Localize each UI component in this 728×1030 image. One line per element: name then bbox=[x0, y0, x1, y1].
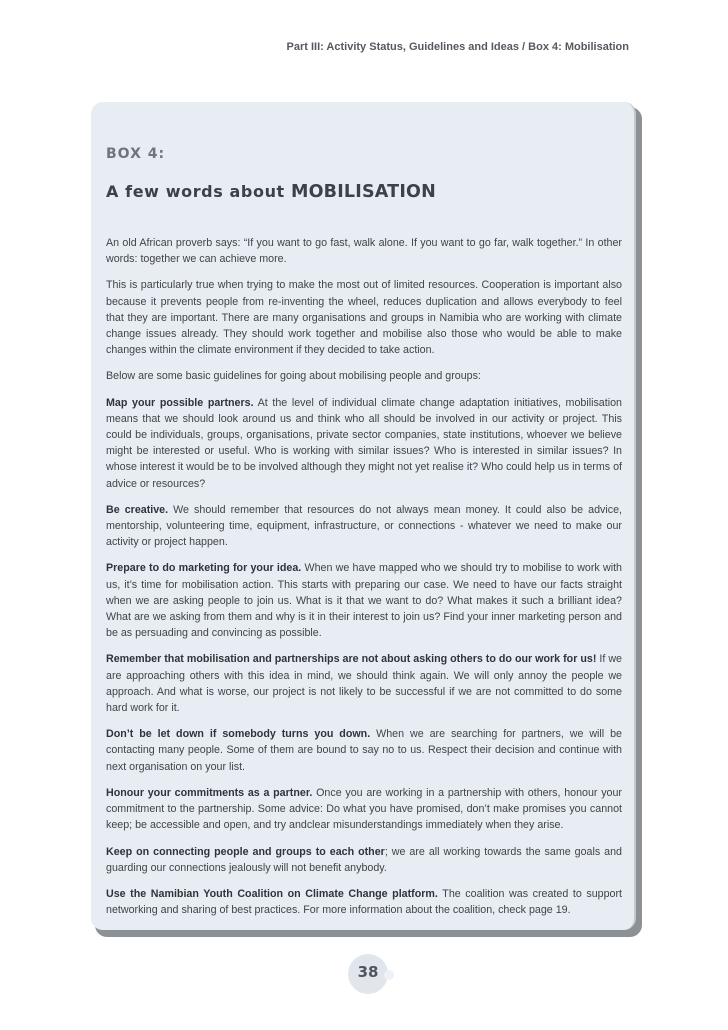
guideline-marketing bbox=[106, 560, 622, 641]
guideline-heading: Be creative. bbox=[106, 503, 169, 516]
box-title bbox=[106, 182, 622, 206]
box-title-strong: MOBILISATION bbox=[290, 182, 436, 202]
guideline-text: At the level of individual climate change adaptation initiatives, mobilisation means that we should look around us and think who all should be involved in our activity or project. This could be individuals, groups, organisations, private sector companies, state institutions, whoever we believe might be interested or useful. Who is working with similar issues? Who is interested in similar issues? In whose interest it would be to be involved although they might not yet realise it? Who could help us in terms of advice or resources? bbox=[106, 396, 622, 490]
guideline-text: We should remember that resources do not always mean money. It could also be advice, mentorship, volunteering time, equipment, infrastructure, or connections - whatever we need to make our activity or project happen. bbox=[106, 503, 622, 549]
box-4-panel bbox=[91, 102, 636, 930]
box-content bbox=[106, 235, 622, 918]
guideline-heading: Keep on connecting people and groups to each other bbox=[106, 845, 385, 858]
page-number: 38 bbox=[357, 963, 379, 981]
paragraph-text: Below are some basic guidelines for going about mobilising people and groups: bbox=[106, 370, 481, 383]
running-header: Part III: Activity Status, Guidelines and Ideas / Box 4: Mobilisation bbox=[286, 41, 629, 53]
guideline-turned-down bbox=[106, 726, 622, 775]
guideline-text: If we are approaching others with this idea in mind, we should think again. We will only annoy the people we approach. And what is worse, our project is not likely to be successful if we are not committed to do some hard work for it. bbox=[106, 653, 622, 715]
box-title-lead: A few words about bbox=[106, 182, 285, 201]
guideline-be-creative bbox=[106, 502, 622, 551]
guideline-text: Once you are working in a partnership with others, honour your commitment to the partnership. Some advice: Do what you have promised, don’t make promises you cannot keep; be accessible and open, and try andclear misunderstandings immediately when they arise. bbox=[106, 786, 622, 832]
guideline-heading: Don’t be let down if somebody turns you down. bbox=[106, 728, 371, 741]
guideline-heading: Use the Namibian Youth Coalition on Climate Change platform. bbox=[106, 887, 438, 900]
guideline-text: When we have mapped who we should try to mobilise to work with us, it’s time for mobilisation action. This starts with preparing our case. We need to have our facts straight when we are asking people to join us. What is it that we want to do? What makes it such a brilliant idea? What are we asking from them and why is it in their interest to join us? Find your inner marketing person and be as persuading and convincing as possible. bbox=[106, 562, 623, 640]
paragraph-guidelines-intro bbox=[106, 368, 622, 384]
guideline-text: ; we are all working towards the same goals and guarding our connections jealously will not benefit anybody. bbox=[106, 845, 622, 874]
box-label: BOX 4: bbox=[106, 146, 166, 162]
guideline-heading: Honour your commitments as a partner. bbox=[106, 786, 313, 799]
guideline-heading: Prepare to do marketing for your idea. bbox=[106, 562, 302, 575]
guideline-connecting bbox=[106, 844, 622, 876]
guideline-heading: Map your possible partners. bbox=[106, 396, 254, 409]
guideline-commitments bbox=[106, 785, 622, 834]
paragraph-text: This is particularly true when trying to make the most out of limited resources. Cooperation is important also because it prevents people from re-inventing the wheel, reduces duplication and allows everybody to feel that they are important. There are many organisations and groups in Namibia who are working with climate change issues already. They should work together and mobilise also those who would be able to make changes within the climate environment if they decided to take action. bbox=[106, 279, 622, 357]
guideline-text: The coalition was created to support networking and sharing of best practices. For more information about the coalition, check page 19. bbox=[106, 887, 622, 917]
guideline-text: When we are searching for partners, we will be contacting many people. Some of them are bound to say no to us. Respect their decision and continue with next organisation on your list. bbox=[106, 728, 622, 773]
guideline-not-our-work bbox=[106, 651, 622, 716]
guideline-heading: Remember that mobilisation and partnerships are not about asking others to do our work for us! bbox=[106, 653, 597, 666]
paragraph-cooperation bbox=[106, 277, 622, 358]
guideline-coalition bbox=[106, 886, 622, 918]
paragraph-text: An old African proverb says: “If you want to go fast, walk alone. If you want to go far, walk together.” In other words: together we can achieve more. bbox=[106, 237, 622, 266]
paragraph-proverb bbox=[106, 235, 622, 267]
guideline-map-partners bbox=[106, 395, 622, 492]
page-number-badge bbox=[348, 954, 392, 994]
